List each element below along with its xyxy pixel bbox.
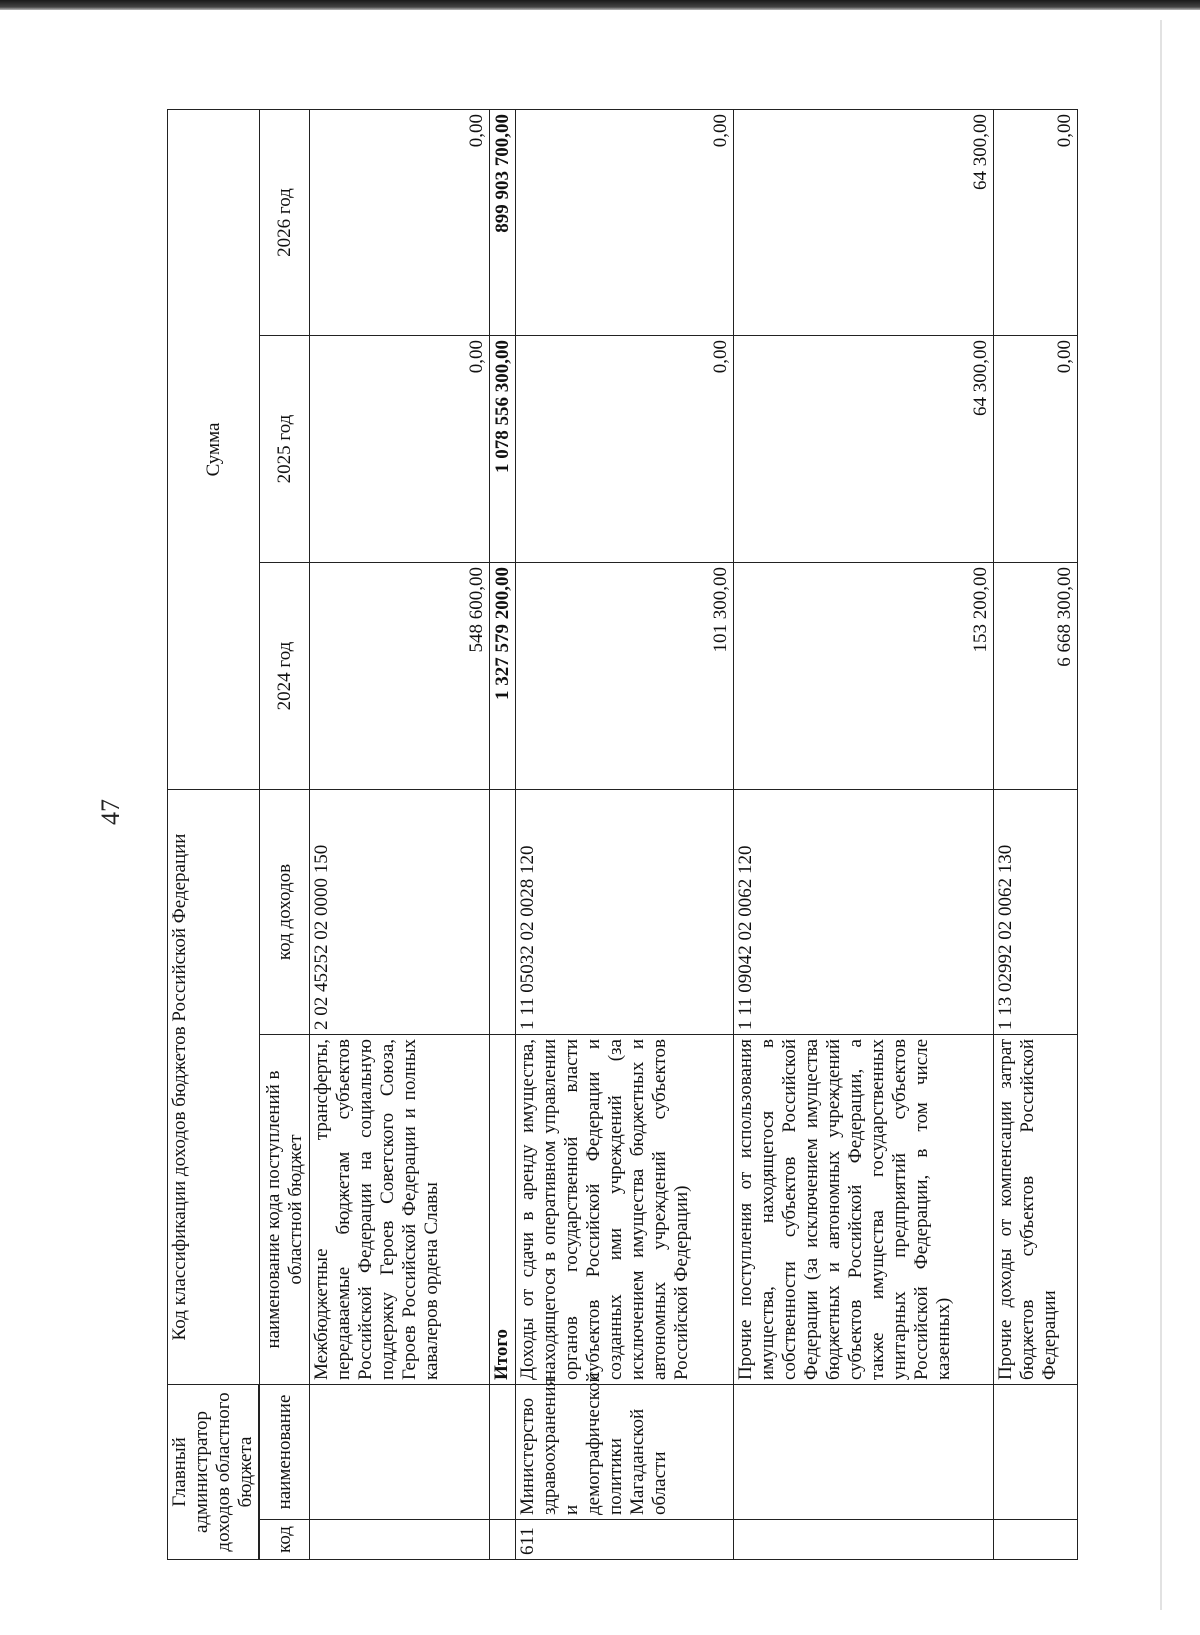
- admin-name-cell: [310, 1385, 490, 1520]
- header-admin-code: код: [260, 1520, 310, 1560]
- table-row: [310, 110, 490, 1560]
- admin-code-cell: [994, 1520, 1078, 1560]
- header-row-1: [168, 110, 259, 1560]
- income-table: [167, 109, 1078, 1560]
- header-year-2026: 2026 год: [260, 110, 310, 336]
- page-number: 47: [96, 799, 125, 825]
- sum-2025-cell: 0,00: [516, 336, 734, 563]
- header-classification-group: Код классификации доходов бюджетов Российской Федерации: [168, 790, 260, 1385]
- admin-name-cell: [734, 1385, 994, 1520]
- admin-code-cell: [310, 1520, 490, 1560]
- sum-2024-cell: 548 600,00: [310, 563, 490, 790]
- income-code-cell: 1 11 09042 02 0062 120: [734, 790, 994, 1035]
- sum-2024-cell: 6 668 300,00: [994, 563, 1078, 790]
- sum-2026-cell: 0,00: [516, 110, 734, 336]
- total-row: [490, 110, 516, 1560]
- total-2024: 1 327 579 200,00: [490, 563, 516, 790]
- header-year-2024: 2024 год: [260, 563, 310, 790]
- header-admin-group: Главный администратор доходов областного бюджета: [168, 1385, 259, 1560]
- header-income-code: код доходов: [260, 790, 310, 1035]
- sum-2025-cell: 64 300,00: [734, 336, 994, 563]
- income-code-cell: 2 02 45252 02 0000 150: [310, 790, 490, 1035]
- income-name-cell: Прочие поступления от использования имущества, находящегося в собственности субъектов Российской Федерации (за исключением имущества бюджетных и автономных учреждений субъектов Российской Федерации, а также имущества государственных унитарных предприятий субъектов Российской Федерации, в том числе казенных): [734, 1035, 994, 1385]
- sum-2026-cell: 0,00: [994, 110, 1078, 336]
- rotated-page-content: [167, 110, 1075, 1560]
- sum-2024-cell: 101 300,00: [516, 563, 734, 790]
- header-year-2025: 2025 год: [260, 336, 310, 563]
- scan-top-border: [0, 0, 1200, 10]
- admin-code-cell: 611: [516, 1520, 734, 1560]
- income-name-cell: Доходы от сдачи в аренду имущества, находящегося в оперативном управлении органов государственной власти субъектов Российской Федерации и созданных ими учреждений (за исключением имущества бюджетных и автономных учреждений субъектов Российской Федерации): [516, 1035, 734, 1385]
- admin-name-cell: [994, 1385, 1078, 1520]
- total-2025: 1 078 556 300,00: [490, 336, 516, 563]
- admin-code-cell: [490, 1520, 516, 1560]
- admin-code-cell: [734, 1520, 994, 1560]
- income-code-cell: [490, 790, 516, 1035]
- header-income-name: наименование кода поступлений в областной бюджет: [260, 1035, 310, 1385]
- sum-2025-cell: 0,00: [310, 336, 490, 563]
- sum-2026-cell: 0,00: [310, 110, 490, 336]
- income-name-cell: Межбюджетные трансферты, передаваемые бюджетам субъектов Российской Федерации на социальную поддержку Героев Советского Союза, Героев Российской Федерации и полных кавалеров ордена Славы: [310, 1035, 490, 1385]
- sum-2025-cell: 0,00: [994, 336, 1078, 563]
- header-sum-group: Сумма: [168, 110, 260, 790]
- income-code-cell: 1 13 02992 02 0062 130: [994, 790, 1078, 1035]
- sum-2026-cell: 64 300,00: [734, 110, 994, 336]
- total-2026: 899 903 700,00: [490, 110, 516, 336]
- admin-name-cell: Министерство здравоохранения и демографической политики Магаданской области: [516, 1385, 734, 1520]
- admin-name-cell: [490, 1385, 516, 1520]
- table-row: [734, 110, 994, 1560]
- scan-right-edge: [1160, 20, 1162, 1610]
- header-admin-name: наименование: [260, 1385, 310, 1520]
- income-code-cell: 1 11 05032 02 0028 120: [516, 790, 734, 1035]
- total-label: Итого: [490, 1035, 516, 1385]
- income-name-cell: Прочие доходы от компенсации затрат бюджетов субъектов Российской Федерации: [994, 1035, 1078, 1385]
- sum-2024-cell: 153 200,00: [734, 563, 994, 790]
- table-row: [994, 110, 1078, 1560]
- header-row-2: [260, 110, 310, 1560]
- table-row: [516, 110, 734, 1560]
